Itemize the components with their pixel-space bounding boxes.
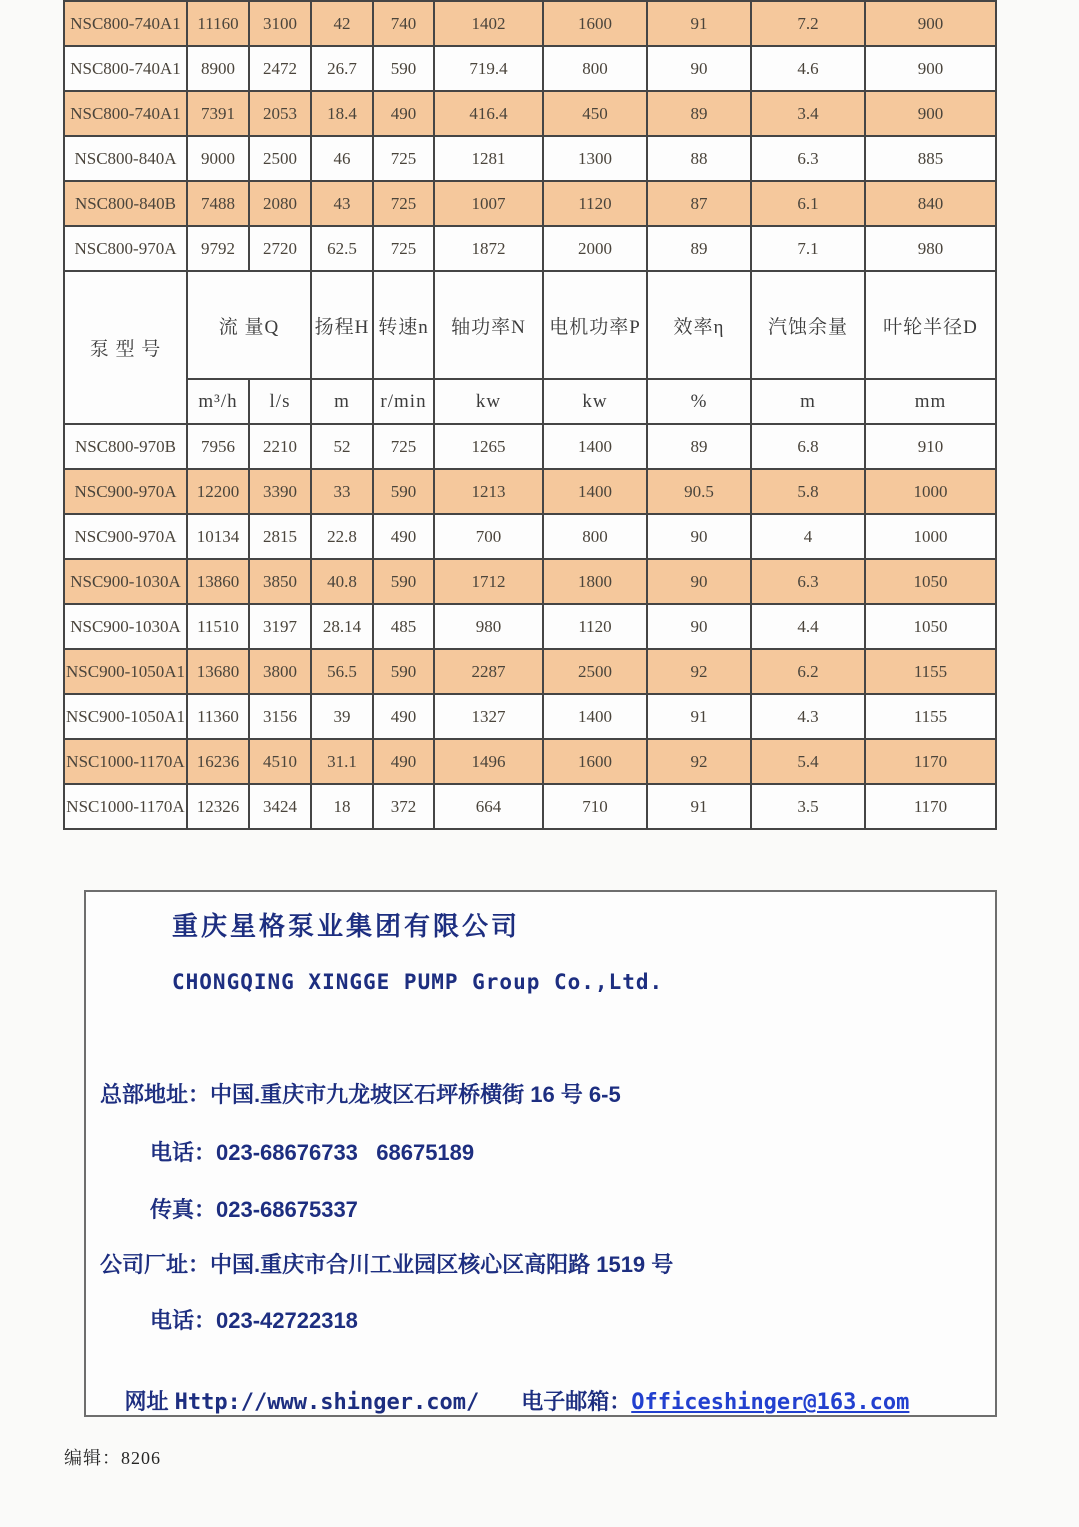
value-cell: 372 (373, 784, 434, 829)
table-row (64, 46, 996, 91)
value-cell: 3100 (249, 1, 311, 46)
value-cell: 2000 (543, 226, 647, 271)
value-cell: 90 (647, 514, 751, 559)
value-cell: 700 (434, 514, 543, 559)
pump-model-cell: NSC800-740A1 (64, 46, 187, 91)
value-cell: 1400 (543, 424, 647, 469)
value-cell: 11510 (187, 604, 249, 649)
value-cell: 1872 (434, 226, 543, 271)
value-cell: 1281 (434, 136, 543, 181)
value-cell: 52 (311, 424, 373, 469)
value-cell: 46 (311, 136, 373, 181)
value-cell: 10134 (187, 514, 249, 559)
value-cell: 92 (647, 649, 751, 694)
pump-model-cell: NSC1000-1170A (64, 784, 187, 829)
value-cell: 5.4 (751, 739, 865, 784)
value-cell: 590 (373, 559, 434, 604)
unit-npsh: m (751, 379, 865, 424)
value-cell: 4.6 (751, 46, 865, 91)
value-cell: 2210 (249, 424, 311, 469)
value-cell: 1402 (434, 1, 543, 46)
table-row (64, 559, 996, 604)
pump-spec-table-section (63, 0, 997, 830)
header-efficiency: 效率η (647, 271, 751, 379)
pump-model-cell: NSC900-1050A1 (64, 694, 187, 739)
table-row (64, 226, 996, 271)
value-cell: 590 (373, 469, 434, 514)
hq-phone-line: 电话：023-68676733 68675189 (150, 1140, 475, 1165)
pump-model-cell: NSC800-970A (64, 226, 187, 271)
value-cell: 2053 (249, 91, 311, 136)
website-url: Http://www.shinger.com/ (174, 1390, 480, 1416)
table-body-lower (64, 424, 996, 829)
value-cell: 43 (311, 181, 373, 226)
value-cell: 7.1 (751, 226, 865, 271)
value-cell: 87 (647, 181, 751, 226)
value-cell: 980 (434, 604, 543, 649)
value-cell: 5.8 (751, 469, 865, 514)
value-cell: 8900 (187, 46, 249, 91)
pump-model-cell: NSC800-740A1 (64, 91, 187, 136)
value-cell: 26.7 (311, 46, 373, 91)
value-cell: 490 (373, 91, 434, 136)
pump-spec-table (63, 0, 997, 830)
value-cell: 1600 (543, 739, 647, 784)
table-row (64, 784, 996, 829)
company-name-cn: 重庆星格泵业集团有限公司 (172, 911, 521, 941)
company-name-en: CHONGQING XINGGE PUMP Group Co.,Ltd. (172, 970, 664, 994)
value-cell: 840 (865, 181, 996, 226)
value-cell: 1712 (434, 559, 543, 604)
value-cell: 1213 (434, 469, 543, 514)
value-cell: 62.5 (311, 226, 373, 271)
value-cell: 91 (647, 1, 751, 46)
unit-speed: r/min (373, 379, 434, 424)
value-cell: 1170 (865, 739, 996, 784)
value-cell: 9792 (187, 226, 249, 271)
header-pump-model: 泵 型 号 (64, 271, 187, 424)
value-cell: 90.5 (647, 469, 751, 514)
value-cell: 1800 (543, 559, 647, 604)
value-cell: 40.8 (311, 559, 373, 604)
value-cell: 1400 (543, 694, 647, 739)
fax-line: 传真：023-68675337 (150, 1197, 358, 1222)
table-row (64, 91, 996, 136)
table-row (64, 604, 996, 649)
table-row (64, 649, 996, 694)
header-shaft-power: 轴功率N (434, 271, 543, 379)
unit-efficiency: % (647, 379, 751, 424)
value-cell: 1120 (543, 181, 647, 226)
pump-model-cell: NSC1000-1170A (64, 739, 187, 784)
table-header-row (64, 271, 996, 379)
website-label: 网址 (124, 1389, 175, 1415)
value-cell: 31.1 (311, 739, 373, 784)
value-cell: 490 (373, 739, 434, 784)
value-cell: 2815 (249, 514, 311, 559)
header-npsh: 汽蚀余量 (751, 271, 865, 379)
table-row (64, 739, 996, 784)
value-cell: 89 (647, 226, 751, 271)
value-cell: 725 (373, 226, 434, 271)
value-cell: 980 (865, 226, 996, 271)
value-cell: 900 (865, 91, 996, 136)
value-cell: 2500 (249, 136, 311, 181)
unit-head: m (311, 379, 373, 424)
header-head: 扬程H (311, 271, 373, 379)
pump-model-cell: NSC900-970A (64, 469, 187, 514)
value-cell: 90 (647, 604, 751, 649)
table-row (64, 424, 996, 469)
value-cell: 3424 (249, 784, 311, 829)
header-motor-power: 电机功率P (543, 271, 647, 379)
value-cell: 18 (311, 784, 373, 829)
table-row (64, 514, 996, 559)
value-cell: 3.5 (751, 784, 865, 829)
value-cell: 740 (373, 1, 434, 46)
pump-model-cell: NSC800-840B (64, 181, 187, 226)
value-cell: 3197 (249, 604, 311, 649)
value-cell: 1170 (865, 784, 996, 829)
value-cell: 39 (311, 694, 373, 739)
table-row (64, 136, 996, 181)
pump-model-cell: NSC800-970B (64, 424, 187, 469)
value-cell: 12200 (187, 469, 249, 514)
editor-note: 编辑：8206 (64, 1448, 161, 1468)
value-cell: 3390 (249, 469, 311, 514)
value-cell: 28.14 (311, 604, 373, 649)
company-contact-box (84, 890, 997, 1417)
value-cell: 13680 (187, 649, 249, 694)
value-cell: 88 (647, 136, 751, 181)
header-impeller: 叶轮半径D (865, 271, 996, 379)
table-header-block (64, 271, 996, 424)
table-row (64, 469, 996, 514)
value-cell: 18.4 (311, 91, 373, 136)
value-cell: 1120 (543, 604, 647, 649)
value-cell: 1050 (865, 604, 996, 649)
value-cell: 1496 (434, 739, 543, 784)
value-cell: 2500 (543, 649, 647, 694)
value-cell: 1000 (865, 514, 996, 559)
value-cell: 2720 (249, 226, 311, 271)
value-cell: 90 (647, 46, 751, 91)
value-cell: 56.5 (311, 649, 373, 694)
value-cell: 89 (647, 424, 751, 469)
unit-shaft-power: kw (434, 379, 543, 424)
value-cell: 490 (373, 694, 434, 739)
value-cell: 416.4 (434, 91, 543, 136)
value-cell: 91 (647, 694, 751, 739)
value-cell: 900 (865, 1, 996, 46)
header-speed: 转速n (373, 271, 434, 379)
value-cell: 1600 (543, 1, 647, 46)
value-cell: 22.8 (311, 514, 373, 559)
value-cell: 90 (647, 559, 751, 604)
value-cell: 16236 (187, 739, 249, 784)
table-body-upper (64, 1, 996, 271)
value-cell: 800 (543, 514, 647, 559)
value-cell: 710 (543, 784, 647, 829)
value-cell: 590 (373, 649, 434, 694)
value-cell: 42 (311, 1, 373, 46)
value-cell: 6.1 (751, 181, 865, 226)
value-cell: 12326 (187, 784, 249, 829)
pump-model-cell: NSC800-840A (64, 136, 187, 181)
table-units-row (64, 379, 996, 424)
pump-model-cell: NSC900-1050A1 (64, 649, 187, 694)
unit-motor-power: kw (543, 379, 647, 424)
factory-address-line: 公司厂址：中国.重庆市合川工业园区核心区高阳路 1519 号 (100, 1252, 674, 1277)
value-cell: 7.2 (751, 1, 865, 46)
value-cell: 485 (373, 604, 434, 649)
value-cell: 725 (373, 181, 434, 226)
value-cell: 3800 (249, 649, 311, 694)
value-cell: 800 (543, 46, 647, 91)
pump-model-cell: NSC800-740A1 (64, 1, 187, 46)
value-cell: 725 (373, 424, 434, 469)
value-cell: 6.3 (751, 559, 865, 604)
value-cell: 9000 (187, 136, 249, 181)
unit-impeller: mm (865, 379, 996, 424)
value-cell: 1000 (865, 469, 996, 514)
value-cell: 590 (373, 46, 434, 91)
value-cell: 7488 (187, 181, 249, 226)
value-cell: 3156 (249, 694, 311, 739)
value-cell: 1300 (543, 136, 647, 181)
email-link[interactable]: Officeshinger@163.com (631, 1390, 910, 1416)
value-cell: 1155 (865, 649, 996, 694)
value-cell: 3.4 (751, 91, 865, 136)
value-cell: 1050 (865, 559, 996, 604)
unit-flow-m3h: m³/h (187, 379, 249, 424)
value-cell: 91 (647, 784, 751, 829)
unit-flow-ls: l/s (249, 379, 311, 424)
web-email-line (100, 1364, 909, 1441)
value-cell: 2287 (434, 649, 543, 694)
factory-phone-line: 电话：023-42722318 (150, 1308, 358, 1333)
value-cell: 13860 (187, 559, 249, 604)
value-cell: 900 (865, 46, 996, 91)
value-cell: 490 (373, 514, 434, 559)
value-cell: 11360 (187, 694, 249, 739)
table-row (64, 694, 996, 739)
value-cell: 6.8 (751, 424, 865, 469)
value-cell: 89 (647, 91, 751, 136)
pump-model-cell: NSC900-970A (64, 514, 187, 559)
value-cell: 4 (751, 514, 865, 559)
value-cell: 6.3 (751, 136, 865, 181)
value-cell: 1155 (865, 694, 996, 739)
value-cell: 910 (865, 424, 996, 469)
value-cell: 4.4 (751, 604, 865, 649)
value-cell: 2080 (249, 181, 311, 226)
value-cell: 3850 (249, 559, 311, 604)
value-cell: 1007 (434, 181, 543, 226)
value-cell: 450 (543, 91, 647, 136)
table-row (64, 1, 996, 46)
pump-model-cell: NSC900-1030A (64, 604, 187, 649)
value-cell: 2472 (249, 46, 311, 91)
value-cell: 33 (311, 469, 373, 514)
value-cell: 7956 (187, 424, 249, 469)
value-cell: 1265 (434, 424, 543, 469)
value-cell: 719.4 (434, 46, 543, 91)
email-label: 电子邮箱： (521, 1389, 632, 1415)
header-flow: 流 量Q (187, 271, 311, 379)
value-cell: 1400 (543, 469, 647, 514)
table-row (64, 181, 996, 226)
value-cell: 11160 (187, 1, 249, 46)
value-cell: 664 (434, 784, 543, 829)
value-cell: 92 (647, 739, 751, 784)
value-cell: 725 (373, 136, 434, 181)
value-cell: 4510 (249, 739, 311, 784)
value-cell: 885 (865, 136, 996, 181)
pump-model-cell: NSC900-1030A (64, 559, 187, 604)
value-cell: 6.2 (751, 649, 865, 694)
value-cell: 4.3 (751, 694, 865, 739)
value-cell: 7391 (187, 91, 249, 136)
hq-address-line: 总部地址：中国.重庆市九龙坡区石坪桥横街 16 号 6-5 (100, 1082, 621, 1107)
value-cell: 1327 (434, 694, 543, 739)
